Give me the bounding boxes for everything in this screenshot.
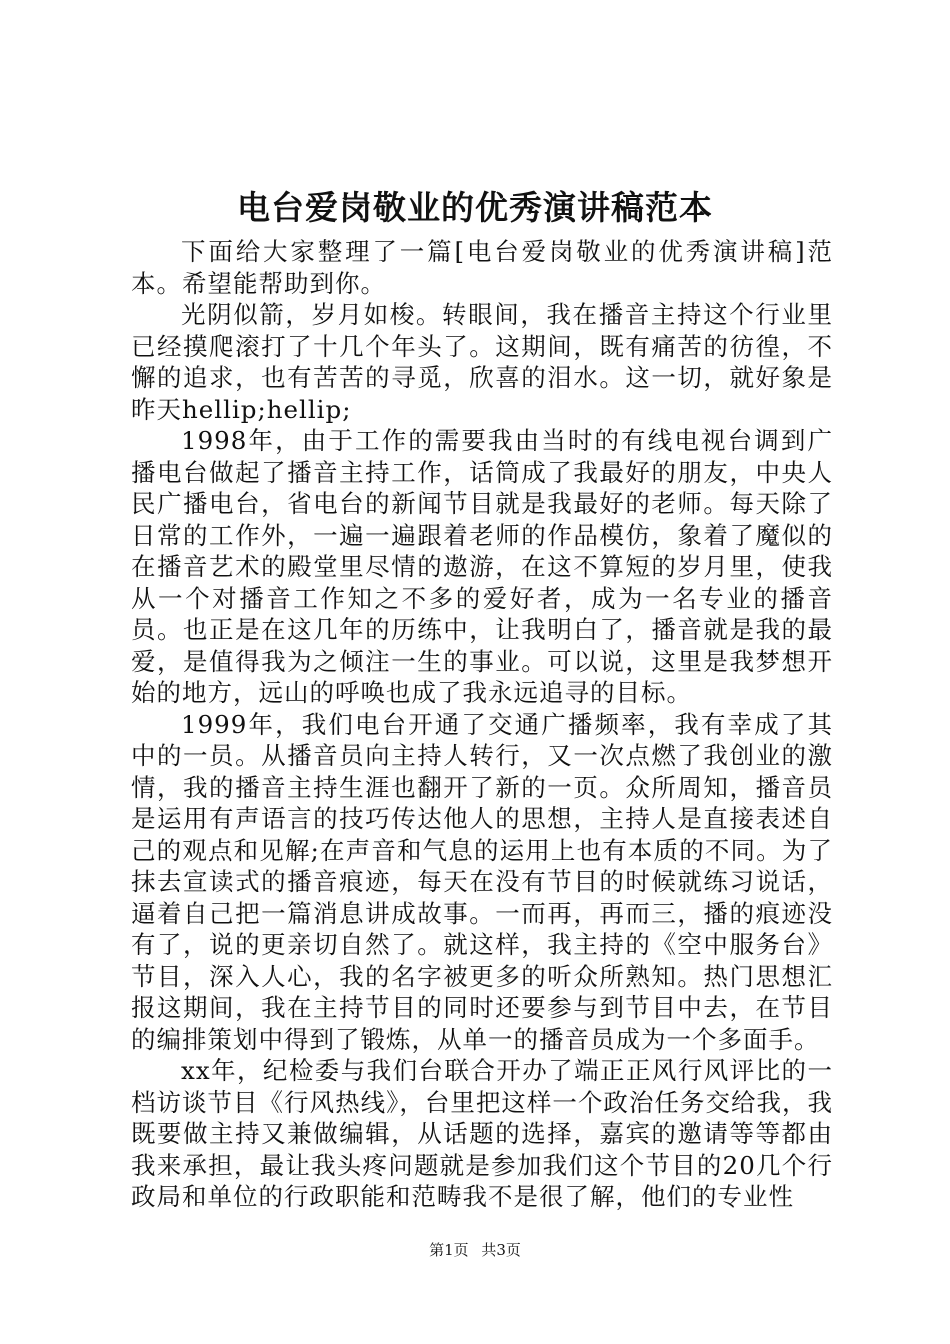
paragraph-intro: 下面给大家整理了一篇[电台爱岗敬业的优秀演讲稿]范本。希望能帮助到你。 xyxy=(131,237,833,298)
paragraph-2: 1998年，由于工作的需要我由当时的有线电视台调到广播电台做起了播音主持工作，话筒成了我最好的朋友，中央人民广播电台，省电台的新闻节目就是我最好的老师。每天除了日常的工作外，一遍一遍跟着老师的作品模仿，象着了魔似的在播音艺术的殿堂里尽情的遨游，在这不算短的岁月里，使我从一个对播音工作知之不多的爱好者，成为一名专业的播音员。也正是在这几年的历练中，让我明白了，播音就是我的最爱，是值得我为之倾注一生的事业。可以说，这里是我梦想开始的地方，远山的呼唤也成了我永远追寻的目标。 xyxy=(131,426,833,707)
paragraph-3: 1999年，我们电台开通了交通广播频率，我有幸成了其中的一员。从播音员向主持人转行，又一次点燃了我创业的激情，我的播音主持生涯也翻开了新的一页。众所周知，播音员是运用有声语言的技巧传达他人的思想，主持人是直接表述自己的观点和见解;在声音和气息的运用上也有本质的不同。为了抹去宣读式的播音痕迹，每天在没有节目的时候就练习说话，逼着自己把一篇消息讲成故事。一而再，再而三，播的痕迹没有了，说的更亲切自然了。就这样，我主持的《空中服务台》节目，深入人心，我的名字被更多的听众所熟知。热门思想汇报这期间，我在主持节目的同时还要参与到节目中去，在节目的编排策划中得到了锻炼，从单一的播音员成为一个多面手。 xyxy=(131,709,833,1054)
document-body xyxy=(131,236,833,1213)
page-footer xyxy=(0,1240,950,1260)
paragraph-4: xx年，纪检委与我们台联合开办了端正正风行风评比的一档访谈节目《行风热线》，台里把这样一个政治任务交给我，我既要做主持又兼做编辑，从话题的选择，嘉宾的邀请等等都由我来承担，最让我头疼问题就是参加我们这个节目的20几个行政局和单位的行政职能和范畴我不是很了解，他们的专业性 xyxy=(131,1056,833,1211)
page-total: 共3页 xyxy=(481,1241,521,1259)
page-number: 第1页 xyxy=(429,1241,469,1259)
paragraph-1: 光阴似箭，岁月如梭。转眼间，我在播音主持这个行业里已经摸爬滚打了十几个年头了。这期间，既有痛苦的彷徨，不懈的追求，也有苦苦的寻觅，欣喜的泪水。这一切，就好象是昨天hellip;hellip; xyxy=(131,300,833,424)
document-title: 电台爱岗敬业的优秀演讲稿范本 xyxy=(237,188,713,227)
